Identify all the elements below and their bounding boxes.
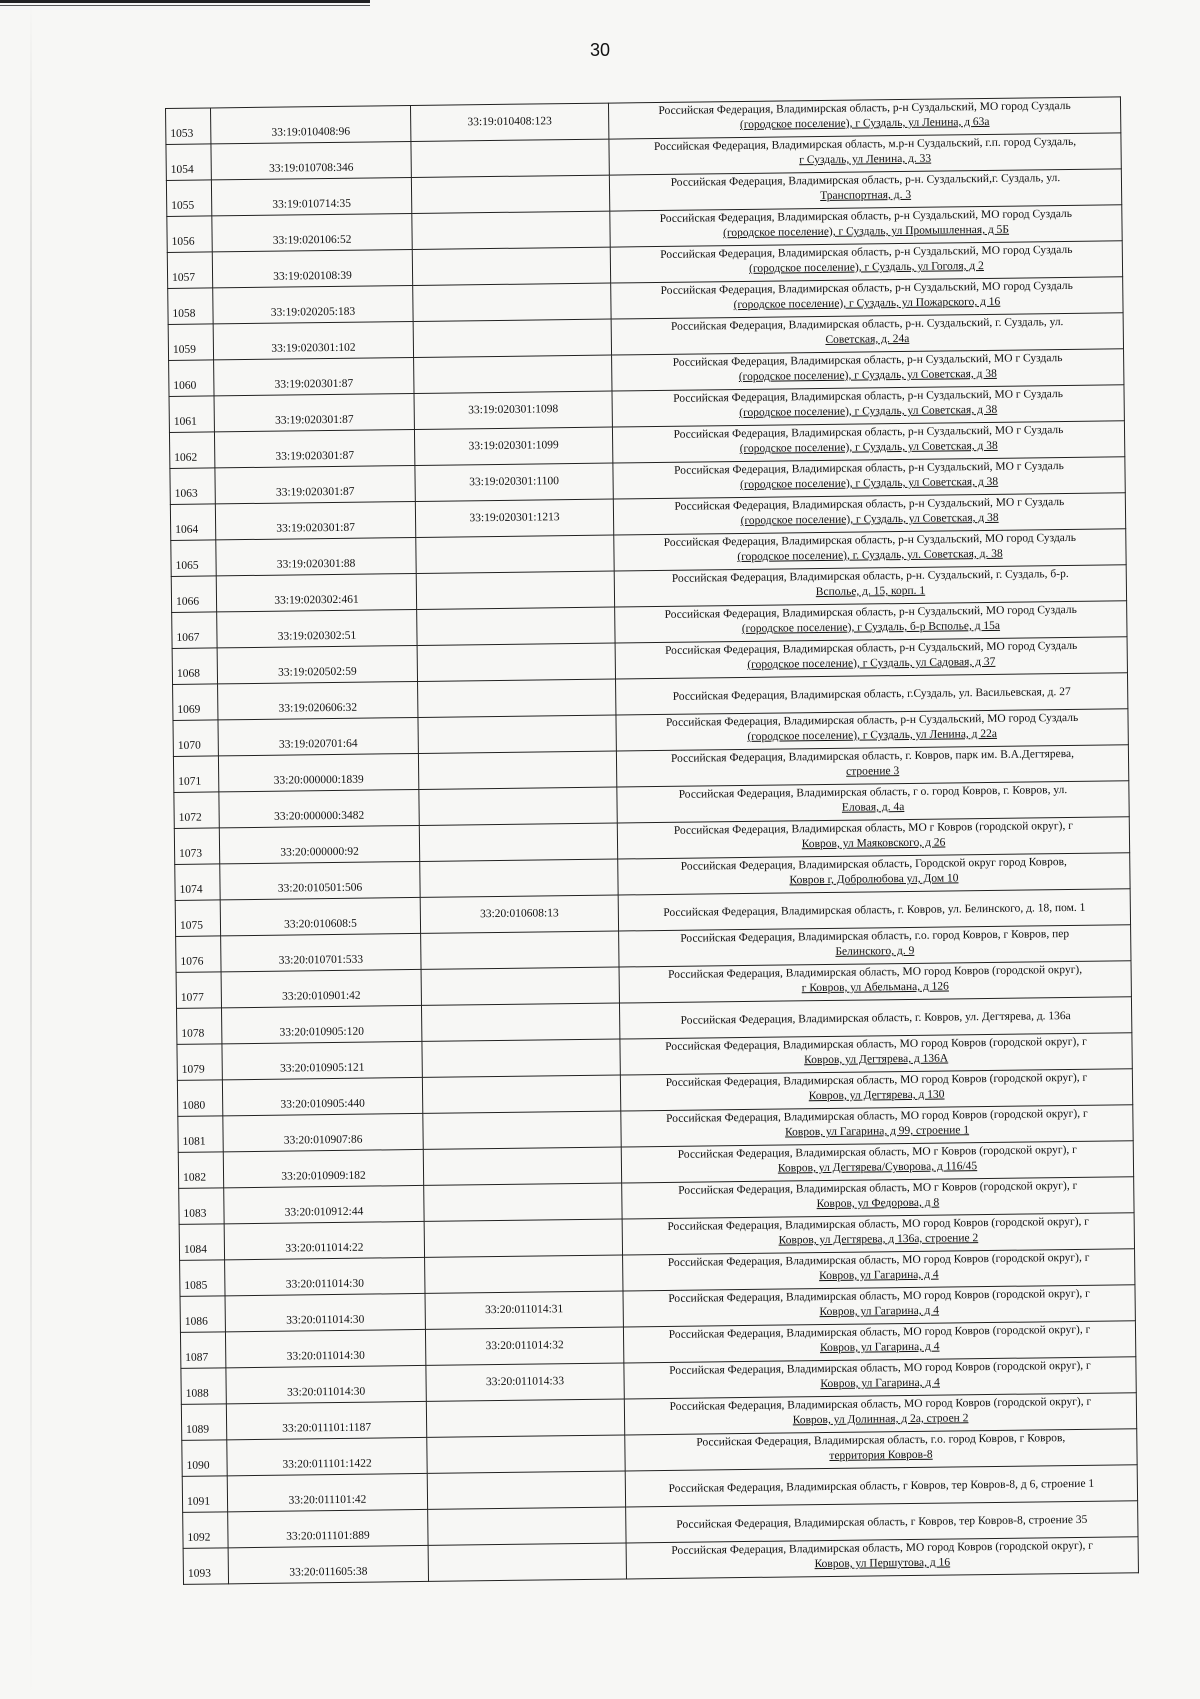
address-line-1: Российская Федерация, Владимирская область, г. Ковров, парк им. В.А.Дегтярева, — [670, 747, 1075, 765]
cadastral-number: 33:20:011014:22 — [224, 1221, 424, 1259]
address-line-1: Российская Федерация, Владимирская область, МО город Ковров (городской округ), г — [667, 1251, 1090, 1269]
address-cell — [622, 1213, 1134, 1255]
object-cadastral-number — [422, 1075, 620, 1113]
cadastral-number: 33:20:011101:889 — [228, 1509, 428, 1547]
row-number: 1068 — [172, 648, 217, 685]
row-number: 1087 — [180, 1332, 225, 1369]
address-line-2: Ковров, ул Гагарина, д 4 — [818, 1268, 939, 1283]
object-cadastral-number — [413, 319, 611, 357]
scan-top-rule — [0, 0, 370, 9]
cadastral-number: 33:20:011101:1187 — [226, 1401, 426, 1439]
address-line-1: Российская Федерация, Владимирская область, р-н Суздальский, МО город Суздаль — [663, 531, 1077, 549]
address-cell — [608, 97, 1120, 139]
address-cell — [622, 1177, 1134, 1219]
object-cadastral-number — [425, 1255, 623, 1293]
row-number: 1077 — [176, 972, 221, 1009]
object-cadastral-number — [420, 859, 618, 897]
address-cell — [613, 493, 1125, 535]
cadastral-number: 33:19:020301:102 — [213, 321, 413, 359]
address-line-1: Российская Федерация, Владимирская область, г Ковров, тер Ковров-8, д 6, строение 1 — [668, 1477, 1095, 1495]
row-number: 1053 — [166, 108, 211, 145]
cadastral-number: 33:20:011605:38 — [228, 1545, 428, 1583]
address-line-1: Российская Федерация, Владимирская область, м.р-н Суздальский, г.п. город Суздаль, — [653, 135, 1077, 154]
address-cell — [618, 889, 1130, 931]
address-line-1: Российская Федерация, Владимирская область, МО город Ковров (городской округ), г — [667, 1215, 1090, 1233]
address-line-2: (городское поселение), г. Суздаль, ул. Советская, д. 38 — [737, 547, 1003, 564]
object-cadastral-number: 33:19:020301:1100 — [415, 463, 613, 501]
object-cadastral-number — [428, 1543, 626, 1581]
address-line-2: Ковров, ул Маяковского, д 26 — [801, 836, 946, 851]
row-number: 1085 — [180, 1260, 225, 1297]
object-cadastral-number: 33:19:020301:1213 — [415, 499, 613, 537]
object-cadastral-number — [421, 1003, 619, 1041]
cadastral-number: 33:20:011014:30 — [225, 1293, 425, 1331]
address-line-1: Российская Федерация, Владимирская область, г о. город Ковров, г. Ковров, ул. — [678, 784, 1068, 801]
cadastral-number: 33:20:010501:506 — [220, 861, 420, 899]
registry-table — [165, 96, 1139, 1585]
address-line-2: (городское поселение), г Суздаль, ул Промышленная, д 5Б — [723, 223, 1010, 240]
address-cell — [616, 709, 1128, 751]
row-number: 1074 — [175, 864, 220, 901]
cadastral-number: 33:19:020301:87 — [215, 465, 415, 503]
row-number: 1084 — [179, 1224, 224, 1261]
cadastral-number: 33:19:010408:96 — [211, 106, 411, 144]
address-line-1: Российская Федерация, Владимирская область, г Ковров, тер Ковров-8, строение 35 — [676, 1513, 1088, 1531]
registry-table-body — [166, 97, 1139, 1585]
address-cell — [623, 1249, 1135, 1291]
address-line-1: Российская Федерация, Владимирская область, р-н Суздальский, МО г Суздаль — [673, 460, 1064, 477]
address-line-2: г Суздаль, ул Ленина, д. 33 — [799, 152, 932, 167]
cadastral-number: 33:19:020301:88 — [216, 537, 416, 575]
address-line-1: Российская Федерация, Владимирская область, г. Ковров, ул. Дегтярева, д. 136а — [680, 1009, 1071, 1027]
address-line-1: Российская Федерация, Владимирская область, р-н Суздальский, МО город Суздаль — [660, 279, 1073, 297]
row-number: 1063 — [170, 468, 215, 505]
address-cell — [617, 817, 1129, 859]
cadastral-number: 33:20:011101:1422 — [227, 1437, 427, 1475]
address-line-1: Российская Федерация, Владимирская область, г. Ковров, ул. Белинского, д. 18, пом. 1 — [663, 901, 1086, 919]
address-cell — [616, 745, 1128, 787]
address-line-2: (городское поселение), г Суздаль, б-р Всполье, д 15а — [741, 619, 1001, 635]
row-number: 1090 — [182, 1440, 227, 1477]
address-line-2: (городское поселение), г Суздаль, ул Садовая, д 37 — [747, 655, 996, 671]
address-line-1: Российская Федерация, Владимирская область, МО город Ковров (городской округ), г — [668, 1287, 1090, 1305]
address-line-1: Российская Федерация, Владимирская область, р-н. Суздальский, г. Суздаль, ул. — [670, 316, 1064, 333]
row-number: 1079 — [177, 1044, 222, 1081]
address-line-1: Российская Федерация, Владимирская область, МО город Ковров (городской округ), г — [669, 1359, 1091, 1377]
address-line-2: Ковров, ул Дегтярева/Суворова, д 116/45 — [777, 1160, 978, 1175]
address-line-2: (городское поселение), г Суздаль, ул Советская, д 38 — [740, 475, 999, 492]
row-number: 1061 — [169, 396, 214, 433]
address-line-1: Российская Федерация, Владимирская область, р-н Суздальский, МО город Суздаль — [659, 207, 1073, 225]
address-line-1: Российская Федерация, Владимирская область, Городской округ город Ковров, — [680, 856, 1067, 873]
address-line-2: Ковров, ул Гагарина, д 99, строение 1 — [784, 1124, 970, 1139]
address-cell — [625, 1429, 1137, 1471]
registry-table-container — [165, 96, 1138, 1585]
address-cell — [614, 565, 1126, 607]
cadastral-number: 33:19:020302:461 — [216, 573, 416, 611]
address-line-2: (городское поселение), г Суздаль, ул Ленина, д 63а — [739, 115, 990, 131]
cadastral-number: 33:19:010714:35 — [211, 177, 411, 215]
address-line-2: Советская, д. 24а — [825, 332, 910, 346]
address-cell — [618, 853, 1130, 895]
object-cadastral-number: 33:20:011014:32 — [425, 1327, 623, 1365]
object-cadastral-number: 33:19:020301:1098 — [414, 391, 612, 429]
row-number: 1054 — [166, 144, 211, 181]
address-line-1: Российская Федерация, Владимирская область, р-н Суздальский, МО г Суздаль — [673, 388, 1064, 405]
address-cell — [617, 781, 1129, 823]
row-number: 1080 — [177, 1080, 222, 1117]
cadastral-number: 33:20:010608:5 — [220, 897, 420, 935]
address-cell — [621, 1105, 1133, 1147]
cadastral-number: 33:20:010905:121 — [222, 1041, 422, 1079]
address-line-1: Российская Федерация, Владимирская область, г.Суздаль, ул. Васильевская, д. 27 — [672, 685, 1071, 703]
address-line-1: Российская Федерация, Владимирская область, р-н Суздальский, МО г Суздаль — [673, 424, 1064, 441]
address-line-2: Ковров, ул Гагарина, д 4 — [819, 1340, 940, 1355]
row-number: 1089 — [181, 1404, 226, 1441]
cadastral-number: 33:20:011014:30 — [225, 1257, 425, 1295]
row-number: 1093 — [183, 1548, 228, 1585]
address-cell — [612, 421, 1124, 463]
address-cell — [626, 1501, 1138, 1543]
row-number: 1088 — [181, 1368, 226, 1405]
object-cadastral-number — [426, 1399, 624, 1437]
object-cadastral-number — [411, 139, 609, 177]
cadastral-number: 33:19:020701:64 — [218, 717, 418, 755]
scan-left-edge — [30, 0, 32, 1699]
object-cadastral-number — [416, 571, 614, 609]
cadastral-number: 33:20:010907:86 — [223, 1113, 423, 1151]
cadastral-number: 33:20:011101:42 — [227, 1473, 427, 1511]
cadastral-number: 33:20:000000:3482 — [219, 789, 419, 827]
object-cadastral-number — [422, 1039, 620, 1077]
address-line-1: Российская Федерация, Владимирская область, г.о. город Ковров, г Ковров, — [696, 1432, 1066, 1449]
object-cadastral-number — [412, 247, 610, 285]
row-number: 1081 — [178, 1116, 223, 1153]
address-cell — [619, 997, 1131, 1039]
address-cell — [623, 1321, 1135, 1363]
object-cadastral-number — [427, 1471, 625, 1509]
object-cadastral-number: 33:19:020301:1099 — [414, 427, 612, 465]
address-cell — [624, 1357, 1136, 1399]
address-line-2: (городское поселение), г Суздаль, ул Советская, д 38 — [738, 367, 997, 384]
address-line-1: Российская Федерация, Владимирская область, р-н. Суздальский,г. Суздаль, ул. — [670, 172, 1061, 189]
object-cadastral-number: 33:20:011014:33 — [426, 1363, 624, 1401]
address-cell — [612, 385, 1124, 427]
row-number: 1070 — [173, 720, 218, 757]
object-cadastral-number — [412, 211, 610, 249]
object-cadastral-number — [427, 1435, 625, 1473]
address-cell — [623, 1285, 1135, 1327]
address-cell — [613, 457, 1125, 499]
row-number: 1065 — [171, 540, 216, 577]
address-line-1: Российская Федерация, Владимирская область, МО г Ковров (городской округ), г — [673, 819, 1073, 837]
row-number: 1055 — [166, 180, 211, 217]
address-line-1: Российская Федерация, Владимирская область, г.о. город Ковров, г Ковров, пер — [680, 928, 1070, 945]
address-line-1: Российская Федерация, Владимирская область, р-н. Суздальский, г. Суздаль, б-р. — [671, 567, 1069, 585]
address-cell — [614, 529, 1126, 571]
address-line-2: территория Ковров-8 — [829, 1448, 933, 1462]
address-line-2: Белинского, д. 9 — [835, 944, 915, 958]
address-line-2: строение 3 — [846, 765, 900, 778]
row-number: 1078 — [177, 1008, 222, 1045]
page-number: 30 — [589, 40, 611, 60]
address-line-1: Российская Федерация, Владимирская область, МО город Ковров (городской округ), — [668, 963, 1083, 981]
object-cadastral-number — [428, 1507, 626, 1545]
address-line-2: Ковров, ул Долинная, д 2а, строен 2 — [792, 1412, 969, 1427]
row-number: 1075 — [175, 900, 220, 937]
cadastral-number: 33:19:020301:87 — [215, 501, 415, 539]
address-cell — [610, 241, 1122, 283]
address-line-2: Ковров, ул Дегтярева, д 130 — [808, 1088, 945, 1103]
row-number: 1056 — [167, 216, 212, 253]
object-cadastral-number — [423, 1111, 621, 1149]
row-number: 1059 — [168, 324, 213, 361]
cadastral-number: 33:19:020301:87 — [214, 357, 414, 395]
cadastral-number: 33:20:000000:92 — [219, 825, 419, 863]
cadastral-number: 33:20:010701:533 — [221, 933, 421, 971]
row-number: 1066 — [171, 576, 216, 613]
address-line-2: Ковров, ул Дегтярева, д 136а, строение 2 — [778, 1232, 979, 1247]
address-cell — [624, 1393, 1136, 1435]
address-line-2: Ковров, ул Першутова, д 16 — [814, 1556, 951, 1571]
row-number: 1092 — [183, 1512, 228, 1549]
cadastral-number: 33:20:000000:1839 — [218, 753, 418, 791]
object-cadastral-number — [413, 283, 611, 321]
address-line-1: Российская Федерация, Владимирская область, МО город Ковров (городской округ), г — [669, 1395, 1092, 1413]
address-cell — [611, 313, 1123, 355]
row-number: 1062 — [169, 432, 214, 469]
address-line-2: Всполье, д. 15, корп. 1 — [815, 584, 926, 599]
address-line-2: (городское поселение), г Суздаль, ул Ленина, д 22а — [747, 727, 998, 743]
address-cell — [620, 1033, 1132, 1075]
address-line-1: Российская Федерация, Владимирская область, МО город Ковров (городской округ), г — [665, 1035, 1087, 1053]
address-line-1: Российская Федерация, Владимирская область, р-н Суздальский, МО город Суздаль — [658, 99, 1071, 117]
address-line-2: Ковров, ул Федорова, д 8 — [816, 1196, 940, 1211]
cadastral-number: 33:20:010912:44 — [224, 1185, 424, 1223]
row-number: 1060 — [169, 360, 214, 397]
address-line-1: Российская Федерация, Владимирская область, МО г Ковров (городской округ), г — [677, 1143, 1077, 1161]
row-number: 1076 — [176, 936, 221, 973]
cadastral-number: 33:19:020301:87 — [214, 429, 414, 467]
address-line-1: Российская Федерация, Владимирская область, р-н Суздальский, МО г Суздаль — [674, 496, 1065, 513]
cadastral-number: 33:19:010708:346 — [211, 141, 411, 179]
row-number: 1067 — [172, 612, 217, 649]
cadastral-number: 33:20:010909:182 — [223, 1149, 423, 1187]
address-line-1: Российская Федерация, Владимирская область, МО город Ковров (городской округ), г — [665, 1071, 1088, 1089]
cadastral-number: 33:19:020301:87 — [214, 393, 414, 431]
address-cell — [619, 925, 1131, 967]
address-cell — [615, 601, 1127, 643]
address-line-2: (городское поселение), г Суздаль, ул Пожарского, д 16 — [733, 295, 1001, 312]
row-number: 1072 — [174, 792, 219, 829]
address-line-1: Российская Федерация, Владимирская область, р-н Суздальский, МО город Суздаль — [660, 243, 1073, 261]
address-line-1: Российская Федерация, Владимирская область, МО город Ковров (городской округ), г — [671, 1539, 1094, 1557]
row-number: 1073 — [174, 828, 219, 865]
address-cell — [611, 277, 1123, 319]
address-cell — [620, 1069, 1132, 1111]
cadastral-number: 33:19:020106:52 — [212, 213, 412, 251]
address-cell — [626, 1537, 1138, 1579]
address-line-2: Ковров, ул Дегтярева, д 136А — [804, 1052, 949, 1067]
address-line-2: Транспортная, д. 3 — [820, 188, 912, 203]
cadastral-number: 33:19:020302:51 — [217, 609, 417, 647]
object-cadastral-number — [417, 607, 615, 645]
address-line-2: Ковров, ул Гагарина, д 4 — [819, 1304, 940, 1319]
cadastral-number: 33:19:020502:59 — [217, 645, 417, 683]
address-cell — [612, 349, 1124, 391]
row-number: 1069 — [173, 684, 218, 721]
row-number: 1057 — [167, 252, 212, 289]
object-cadastral-number — [418, 715, 616, 753]
address-cell — [619, 961, 1131, 1003]
object-cadastral-number — [423, 1147, 621, 1185]
address-line-1: Российская Федерация, Владимирская область, МО город Ковров (городской округ), г — [668, 1323, 1091, 1341]
row-number: 1091 — [182, 1476, 227, 1513]
object-cadastral-number — [418, 751, 616, 789]
address-line-2: (городское поселение), г Суздаль, ул Советская, д 38 — [739, 439, 998, 456]
address-line-1: Российская Федерация, Владимирская область, р-н Суздальский, МО город Суздаль — [665, 711, 1079, 729]
address-cell — [609, 133, 1121, 175]
address-line-2: Еловая, д. 4а — [841, 801, 905, 814]
address-line-1: Российская Федерация, Владимирская область, р-н Суздальский, МО г Суздаль — [672, 352, 1063, 369]
object-cadastral-number — [421, 967, 619, 1005]
object-cadastral-number — [421, 931, 619, 969]
address-line-2: Ковров, ул Гагарина, д 4 — [820, 1376, 940, 1391]
address-line-2: (городское поселение), г Суздаль, ул Гоголя, д 2 — [749, 260, 984, 275]
object-cadastral-number — [414, 355, 612, 393]
cadastral-number: 33:19:020205:183 — [213, 285, 413, 323]
cadastral-number: 33:20:011014:30 — [225, 1329, 425, 1367]
address-line-2: (городское поселение), г Суздаль, ул Советская, д 38 — [740, 511, 999, 527]
address-line-1: Российская Федерация, Владимирская область, МО город Ковров (городской округ), г — [666, 1107, 1088, 1125]
address-line-1: Российская Федерация, Владимирская область, р-н Суздальский, МО город Суздаль — [664, 603, 1077, 621]
address-cell — [609, 169, 1121, 211]
cadastral-number: 33:20:010905:440 — [222, 1077, 422, 1115]
row-number: 1082 — [178, 1152, 223, 1189]
address-cell — [625, 1465, 1137, 1507]
cadastral-number: 33:19:020606:32 — [218, 681, 418, 719]
cadastral-number: 33:20:010901:42 — [221, 969, 421, 1007]
address-line-1: Российская Федерация, Владимирская область, р-н Суздальский, МО город Суздаль — [664, 639, 1078, 657]
object-cadastral-number — [411, 175, 609, 213]
address-line-1: Российская Федерация, Владимирская область, МО г Ковров (городской округ), г — [678, 1179, 1078, 1197]
address-cell — [616, 673, 1128, 715]
object-cadastral-number — [424, 1219, 622, 1257]
object-cadastral-number — [418, 679, 616, 717]
address-line-2: Ковров г, Добролюбова ул, Дом 10 — [789, 872, 959, 887]
address-cell — [615, 637, 1127, 679]
object-cadastral-number: 33:20:010608:13 — [420, 895, 618, 933]
object-cadastral-number — [419, 823, 617, 861]
object-cadastral-number — [424, 1183, 622, 1221]
row-number: 1071 — [173, 756, 218, 793]
row-number: 1058 — [168, 288, 213, 325]
address-line-2: (городское поселение), г Суздаль, ул Советская, д 38 — [739, 403, 998, 420]
address-cell — [610, 205, 1122, 247]
object-cadastral-number — [416, 535, 614, 573]
cadastral-number: 33:20:011014:30 — [226, 1365, 426, 1403]
object-cadastral-number — [419, 787, 617, 825]
object-cadastral-number — [417, 643, 615, 681]
object-cadastral-number: 33:20:011014:31 — [425, 1291, 623, 1329]
address-line-2: г Ковров, ул Абельмана, д 126 — [801, 980, 949, 995]
row-number: 1086 — [180, 1296, 225, 1333]
address-cell — [621, 1141, 1133, 1183]
row-number: 1083 — [179, 1188, 224, 1225]
cadastral-number: 33:19:020108:39 — [212, 249, 412, 287]
object-cadastral-number: 33:19:010408:123 — [410, 103, 608, 141]
cadastral-number: 33:20:010905:120 — [221, 1005, 421, 1043]
row-number: 1064 — [170, 504, 215, 541]
